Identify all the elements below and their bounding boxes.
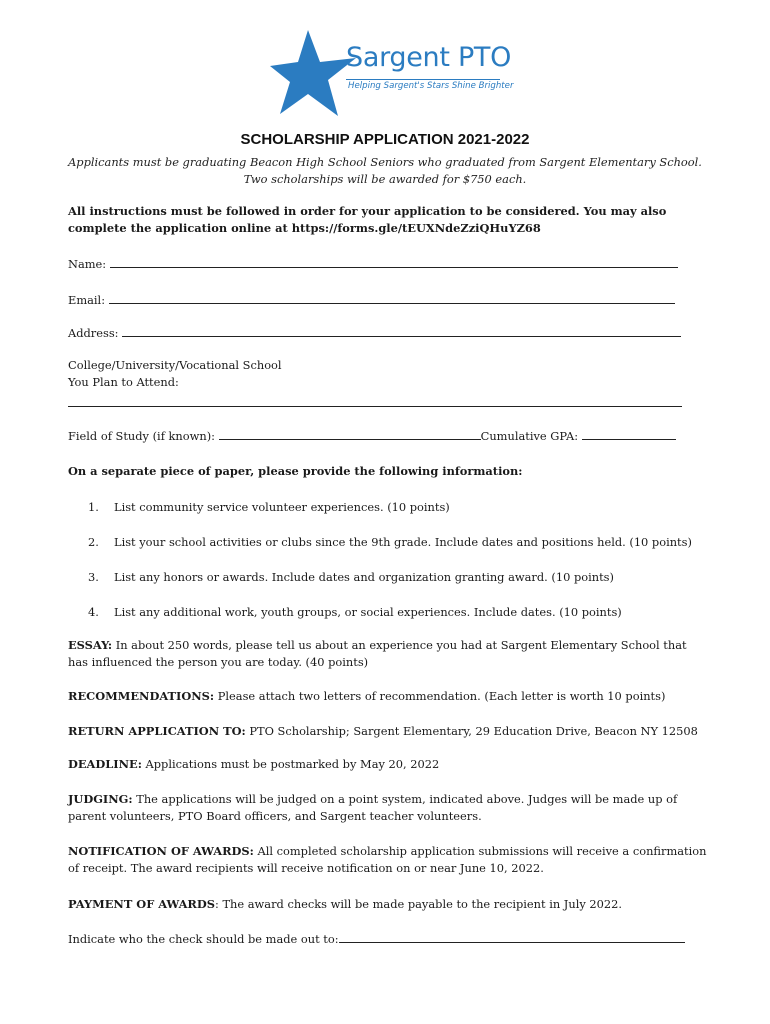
return-application-text: PTO Scholarship; Sargent Elementary, 29 Education Drive, Beacon NY 12508	[245, 724, 698, 738]
check-payee-field	[68, 930, 685, 948]
notification-section	[68, 843, 708, 877]
email-input-line[interactable]	[109, 291, 675, 304]
payment-section	[68, 896, 622, 913]
list-text: List community service volunteer experiences. (10 points)	[114, 500, 450, 514]
deadline-text: Applications must be postmarked by May 20, 2022	[141, 757, 440, 771]
subtitle-line-2: Two scholarships will be awarded for $750 each.	[243, 172, 527, 186]
list-item	[88, 604, 622, 621]
return-application-section	[68, 723, 698, 740]
deadline-label: DEADLINE:	[68, 757, 142, 771]
list-number: 3.	[88, 570, 99, 584]
address-input-line[interactable]	[122, 324, 681, 337]
school-label-line-1: College/University/Vocational School	[68, 358, 282, 372]
instructions: All instructions must be followed in order for your application to be considered. You may also complete the application online at https://forms.gle/tEUXNdeZziQHuYZ68	[68, 204, 667, 235]
email-label: Email:	[68, 293, 106, 307]
school-label-line-2: You Plan to Attend:	[68, 375, 179, 389]
list-number: 4.	[88, 605, 99, 619]
name-label: Name:	[68, 257, 107, 271]
page-title: SCHOLARSHIP APPLICATION 2021-2022	[240, 131, 530, 148]
judging-section	[68, 791, 708, 825]
notification-label: NOTIFICATION OF AWARDS:	[68, 844, 254, 858]
name-field	[68, 255, 678, 273]
recommendations-text: Please attach two letters of recommendation. (Each letter is worth 10 points)	[214, 689, 666, 703]
return-application-label: RETURN APPLICATION TO:	[68, 724, 246, 738]
list-item	[88, 499, 450, 516]
star-icon	[268, 28, 358, 120]
logo-divider	[346, 79, 500, 80]
list-number: 1.	[88, 500, 99, 514]
gpa-input-line[interactable]	[582, 427, 676, 440]
check-payee-input-line[interactable]	[339, 930, 685, 943]
payment-text: : The award checks will be made payable to the recipient in July 2022.	[215, 897, 623, 911]
address-field	[68, 324, 681, 342]
list-text: List any additional work, youth groups, or social experiences. Include dates. (10 points)	[114, 605, 622, 619]
school-input-line[interactable]	[68, 394, 682, 407]
name-input-line[interactable]	[110, 255, 678, 268]
check-payee-label: Indicate who the check should be made out to:	[68, 932, 339, 946]
subtitle-line-1: Applicants must be graduating Beacon High School Seniors who graduated from Sargent Elementary School.	[68, 155, 702, 169]
address-label: Address:	[68, 326, 119, 340]
sargent-pto-logo	[268, 28, 514, 120]
list-item	[88, 534, 692, 551]
study-gpa-row	[68, 427, 676, 445]
list-text: List any honors or awards. Include dates and organization granting award. (10 points)	[114, 570, 614, 584]
field-of-study-label: Field of Study (if known):	[68, 429, 215, 443]
essay-text: In about 250 words, please tell us about an experience you had at Sargent Elementary School that has influenced the person you are today. (40 points)	[68, 638, 687, 669]
gpa-label: Cumulative GPA:	[480, 429, 579, 443]
school-field	[68, 394, 682, 412]
deadline-section	[68, 756, 439, 773]
separate-paper-heading: On a separate piece of paper, please provide the following information:	[68, 464, 523, 478]
recommendations-section	[68, 688, 665, 705]
essay-section	[68, 637, 708, 671]
logo-tagline: Helping Sargent's Stars Shine Brighter	[348, 81, 514, 91]
notification-text: All completed scholarship application submissions will receive a confirmation of receipt. The award recipients will receive notification on or near June 10, 2022.	[68, 844, 707, 875]
judging-text: The applications will be judged on a point system, indicated above. Judges will be made up of parent volunteers, PTO Board officers, and Sargent teacher volunteers.	[68, 792, 678, 823]
judging-label: JUDGING:	[68, 792, 133, 806]
list-text: List your school activities or clubs since the 9th grade. Include dates and positions held. (10 points)	[114, 535, 692, 549]
payment-label: PAYMENT OF AWARDS	[68, 897, 215, 911]
email-field	[68, 291, 675, 309]
logo-name: Sargent PTO	[346, 42, 512, 73]
essay-label: ESSAY:	[68, 638, 113, 652]
eligibility-subtitle	[60, 154, 710, 188]
list-number: 2.	[88, 535, 99, 549]
recommendations-label: RECOMMENDATIONS:	[68, 689, 215, 703]
field-of-study-input-line[interactable]	[219, 427, 481, 440]
list-item	[88, 569, 614, 586]
